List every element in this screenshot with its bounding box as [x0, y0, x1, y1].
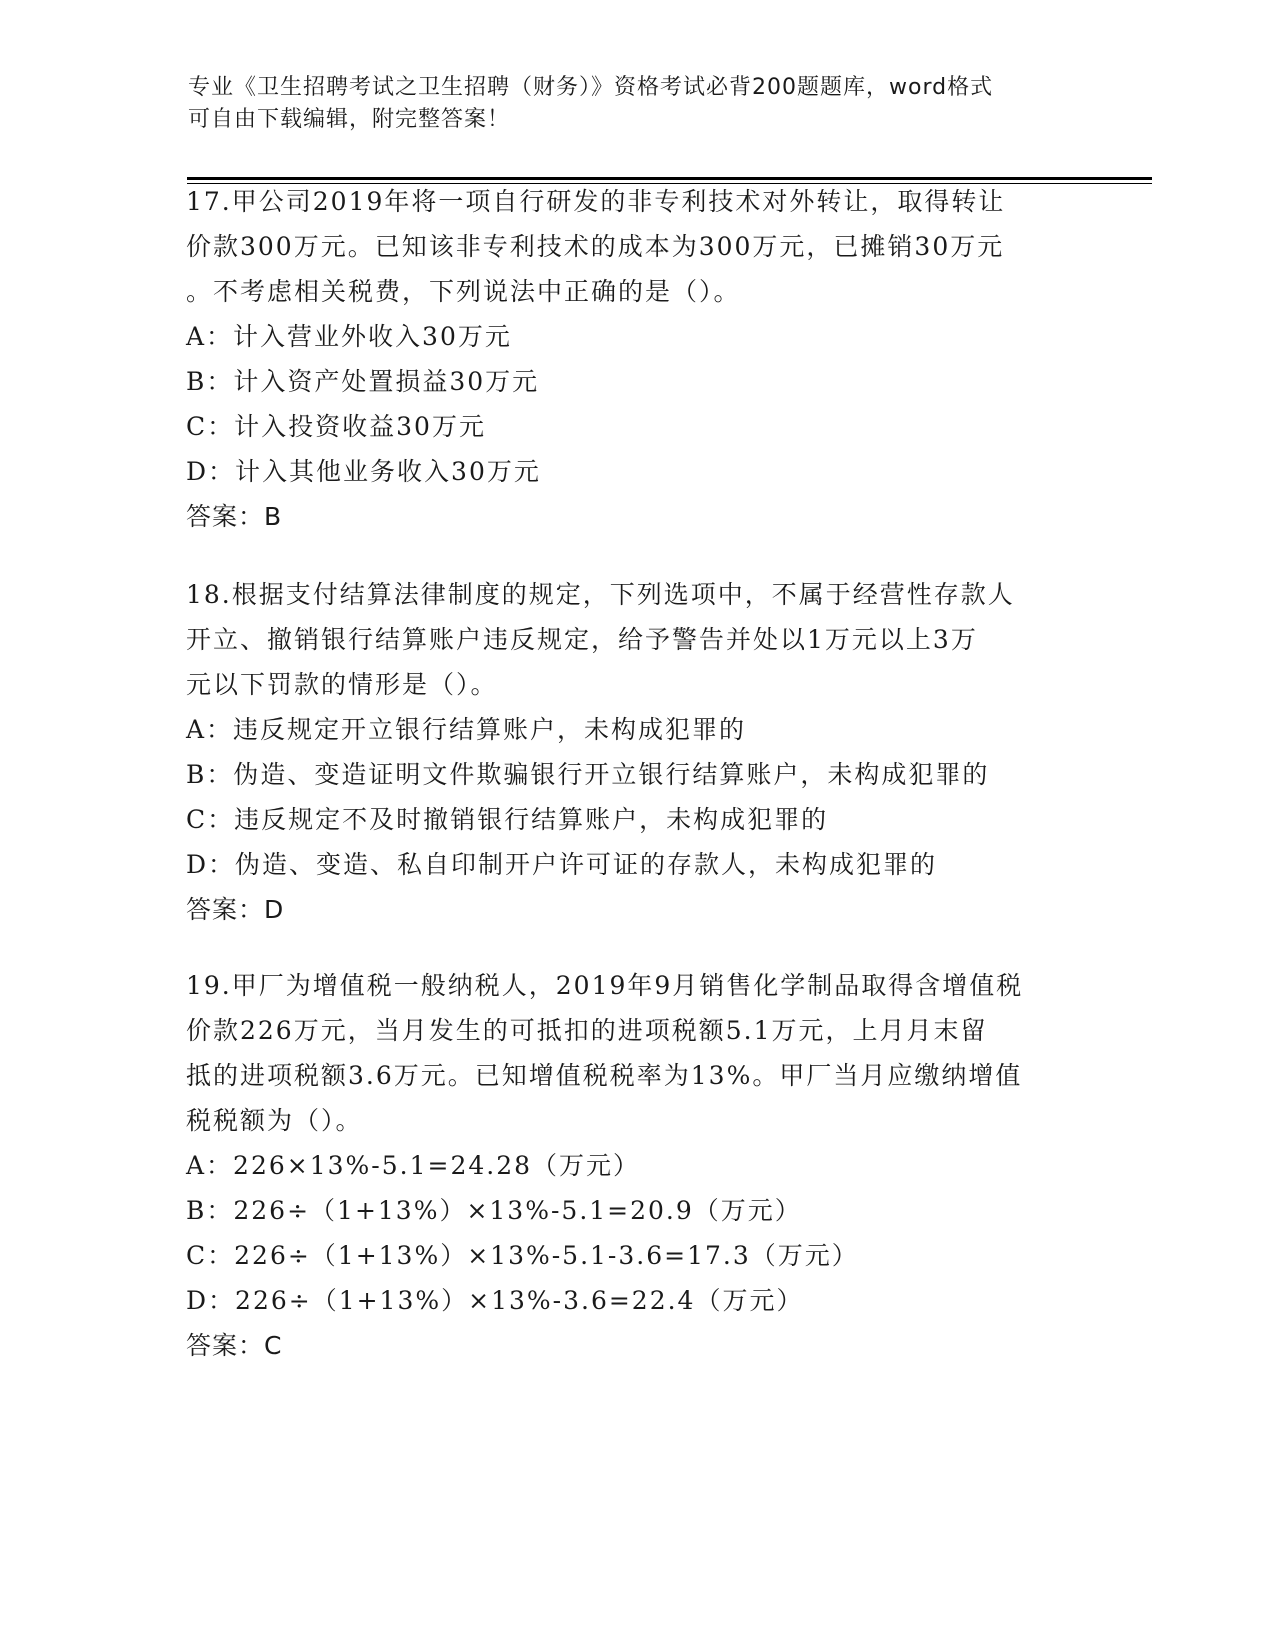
answer-label: 答案：B [186, 502, 283, 531]
question-stem-line: 开立、撤销银行结算账户违反规定，给予警告并处以1万元以上3万 [186, 625, 978, 654]
option-b: B：226÷（1+13%）×13%-5.1=20.9（万元） [186, 1196, 802, 1225]
option-d: D：伪造、变造、私自印制开户许可证的存款人，未构成犯罪的 [186, 850, 938, 879]
option-d: D：计入其他业务收入30万元 [186, 457, 541, 486]
question-stem-line: 。不考虑相关税费，下列说法中正确的是（）。 [186, 277, 741, 306]
question-stem-line: 18.根据支付结算法律制度的规定，下列选项中，不属于经营性存款人 [186, 580, 1015, 609]
option-c: C：226÷（1+13%）×13%-5.1-3.6=17.3（万元） [186, 1241, 859, 1270]
question-19 [186, 963, 1086, 1368]
option-b: B：伪造、变造证明文件欺骗银行开立银行结算账户，未构成犯罪的 [186, 760, 990, 789]
question-stem-line: 税税额为（）。 [186, 1106, 363, 1135]
option-b: B：计入资产处置损益30万元 [186, 367, 540, 396]
option-a: A：226×13%-5.1=24.28（万元） [186, 1151, 641, 1180]
question-18 [186, 572, 1086, 932]
question-stem-line: 价款300万元。已知该非专利技术的成本为300万元，已摊销30万元 [186, 232, 1005, 261]
header-title-line-1: 专业《卫生招聘考试之卫生招聘（财务）》资格考试必背200题题库，word格式 [188, 75, 994, 100]
answer-label: 答案：D [186, 895, 285, 924]
question-stem-line: 元以下罚款的情形是（）。 [186, 670, 498, 699]
question-stem-line: 抵的进项税额3.6万元。已知增值税税率为13%。甲厂当月应缴纳增值 [186, 1061, 1023, 1090]
answer-label: 答案：C [186, 1331, 283, 1360]
question-stem-line: 17.甲公司2019年将一项自行研发的非专利技术对外转让，取得转让 [186, 187, 1006, 216]
option-d: D：226÷（1+13%）×13%-3.6=22.4（万元） [186, 1286, 804, 1315]
document-header [188, 72, 1068, 136]
header-title-line-2: 可自由下载编辑，附完整答案！ [188, 107, 511, 132]
question-stem-line: 价款226万元，当月发生的可抵扣的进项税额5.1万元，上月月末留 [186, 1016, 988, 1045]
option-c: C：违反规定不及时撤销银行结算账户，未构成犯罪的 [186, 805, 829, 834]
option-c: C：计入投资收益30万元 [186, 412, 486, 441]
question-stem-line: 19.甲厂为增值税一般纳税人，2019年9月销售化学制品取得含增值税 [186, 971, 1024, 1000]
option-a: A：违反规定开立银行结算账户，未构成犯罪的 [186, 715, 747, 744]
question-17 [186, 179, 1086, 539]
option-a: A：计入营业外收入30万元 [186, 322, 512, 351]
